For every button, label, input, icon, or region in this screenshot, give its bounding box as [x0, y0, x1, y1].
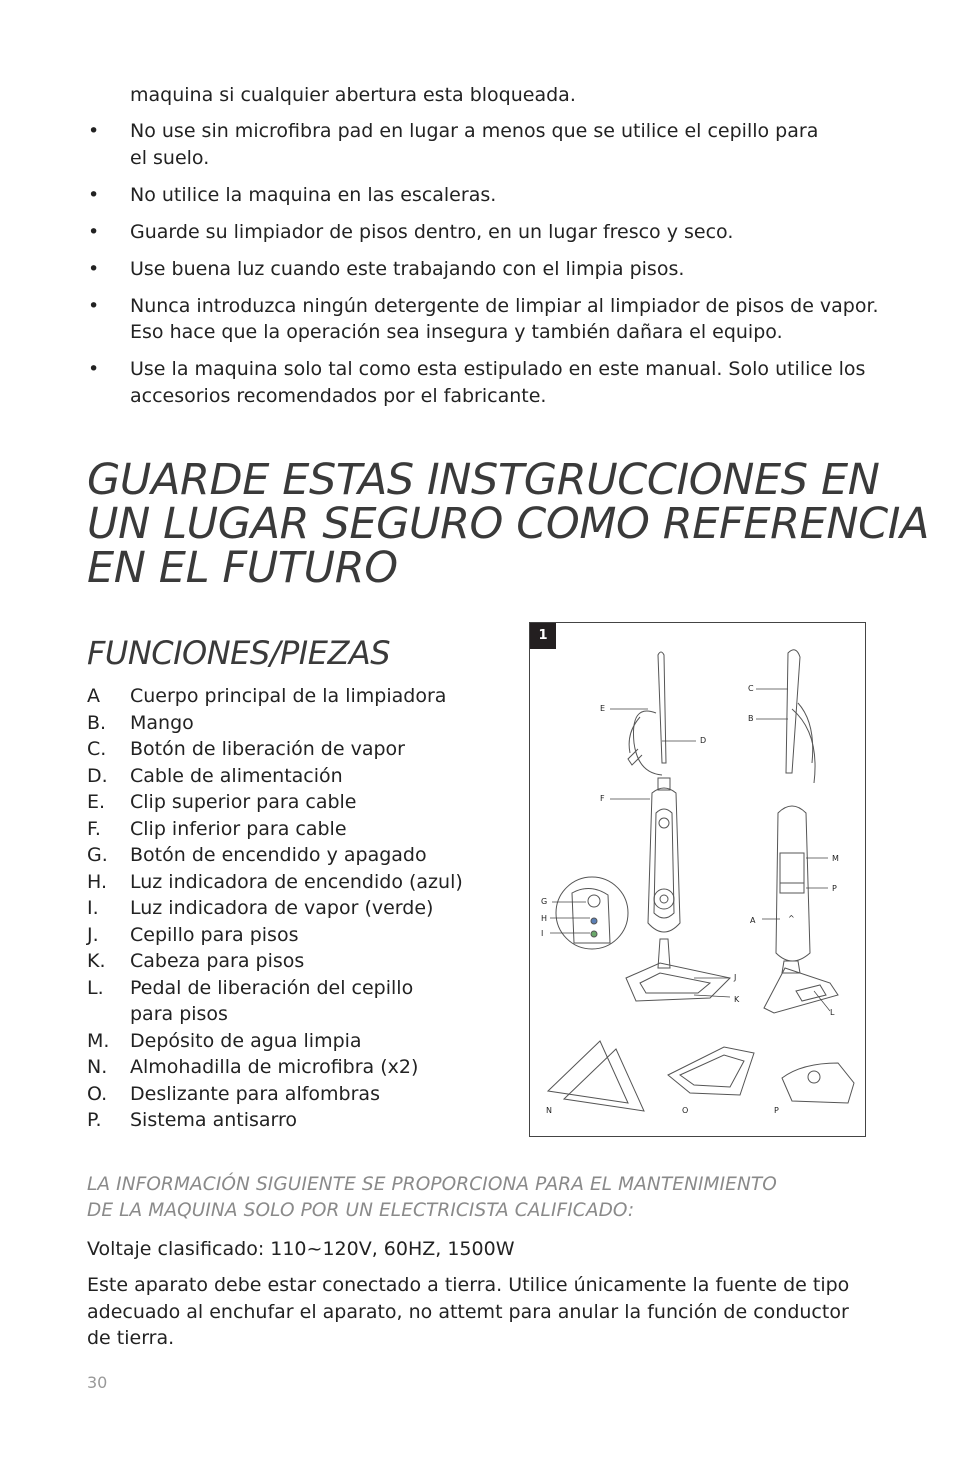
- part-label: Cepillo para pisos: [130, 923, 299, 946]
- part-code: H.: [87, 870, 107, 893]
- heading-line: EN EL FUTURO: [87, 543, 398, 593]
- callout-label-a: A: [750, 916, 756, 925]
- part-code: I.: [87, 897, 99, 919]
- safety-bullet-list: [0, 118, 954, 409]
- part-code: O.: [87, 1082, 108, 1105]
- callout-label-b: B: [748, 714, 754, 723]
- part-code: A: [87, 685, 100, 707]
- part-code: M.: [87, 1029, 110, 1052]
- part-item: [87, 816, 510, 843]
- part-code: E.: [87, 791, 106, 813]
- mop-left-icon: [626, 652, 730, 1001]
- part-code: J.: [87, 923, 99, 946]
- safety-bullet: [0, 219, 880, 246]
- part-item: [87, 736, 510, 763]
- part-label: Almohadilla de microfibra (x2): [130, 1056, 419, 1078]
- callout-label-p: P: [774, 1106, 779, 1115]
- part-code: P.: [87, 1109, 102, 1131]
- part-code: F.: [87, 817, 101, 840]
- leader-lines: [550, 689, 830, 1011]
- bullet-dot: •: [88, 257, 100, 280]
- callout-label-h: H: [541, 914, 548, 923]
- parts-heading: FUNCIONES/PIEZAS: [87, 634, 391, 672]
- parts-diagram: [529, 622, 866, 1137]
- part-label: Cuerpo principal de la limpiadora: [130, 685, 447, 707]
- part-item: [87, 1081, 510, 1108]
- steam-mop-illustration: [530, 623, 864, 1135]
- parts-list: [87, 683, 510, 1134]
- note-line: LA INFORMACIÓN SIGUIENTE SE PROPORCIONA PARA EL MANTENIMIENTO: [87, 1174, 777, 1195]
- continuation-text: maquina si cualquier abertura esta bloqueada.: [130, 84, 576, 106]
- safety-bullet: [0, 293, 880, 346]
- part-label: Botón de encendido y apagado: [130, 844, 427, 866]
- callout-label-f: F: [600, 794, 605, 803]
- part-item: [87, 710, 510, 737]
- safety-bullet: [0, 182, 880, 209]
- part-label: Clip superior para cable: [130, 791, 357, 813]
- callout-label-l: L: [830, 1008, 835, 1017]
- bullet-line: Use buena luz cuando este trabajando con el limpia pisos.: [130, 257, 685, 280]
- mop-right-icon: [764, 650, 838, 1013]
- bullet-line: Nunca introduzca ningún detergente de limpiar al limpiador de pisos de vapor.: [130, 294, 879, 317]
- bullet-line: No use sin microfibra pad en lugar a menos que se utilice el cepillo para: [130, 120, 819, 142]
- part-item: [87, 789, 510, 816]
- part-label: Cable de alimentación: [130, 764, 343, 787]
- callout-label-g: G: [541, 897, 548, 906]
- note-line: DE LA MAQUINA SOLO POR UN ELECTRICISTA CALIFICADO:: [87, 1200, 635, 1221]
- bullet-line: Guarde su limpiador de pisos dentro, en un lugar fresco y seco.: [130, 220, 734, 243]
- part-item: [87, 683, 510, 710]
- heading-line: GUARDE ESTAS INSTGRUCCIONES EN: [87, 455, 880, 505]
- grounding-paragraph: [87, 1272, 877, 1352]
- part-code: D.: [87, 764, 108, 787]
- part-code: C.: [87, 738, 107, 760]
- callout-label-m: M: [832, 854, 839, 863]
- maintenance-note: [87, 1172, 777, 1224]
- safety-bullet: [0, 356, 880, 409]
- voltage-rating: Voltaje clasificado: 110~120V, 60HZ, 1500W: [87, 1238, 515, 1260]
- callout-label-o: O: [682, 1106, 689, 1115]
- safety-bullet: [0, 118, 880, 171]
- part-code: N.: [87, 1056, 108, 1078]
- figure-number-badge: 1: [530, 623, 556, 649]
- part-label: Cabeza para pisos: [130, 950, 305, 972]
- page-number: 30: [87, 1373, 108, 1392]
- part-item: [87, 895, 510, 922]
- part-label: Sistema antisarro: [130, 1109, 298, 1131]
- control-panel-zoom-icon: [556, 877, 628, 949]
- paragraph-line: adecuado al enchufar el aparato, no attemt para anular la función de conductor: [87, 1300, 849, 1323]
- bullet-dot: •: [88, 294, 100, 317]
- bullet-dot: •: [88, 120, 100, 142]
- part-code: K.: [87, 950, 106, 972]
- steam-symbol: ^: [788, 914, 795, 923]
- callout-label-d: D: [700, 736, 707, 745]
- bullet-dot: •: [88, 358, 100, 380]
- callout-label-j: J: [734, 973, 737, 982]
- part-code: B.: [87, 711, 107, 734]
- heading-line: UN LUGAR SEGURO COMO REFERENCIA: [87, 499, 930, 549]
- callout-label-k: K: [734, 995, 740, 1004]
- part-item: [87, 842, 510, 869]
- bullet-line: No utilice la maquina en las escaleras.: [130, 183, 497, 206]
- part-code: L.: [87, 976, 104, 999]
- part-label: Clip inferior para cable: [130, 817, 347, 840]
- part-label: Luz indicadora de encendido (azul): [130, 870, 463, 893]
- bullet-line: Eso hace que la operación sea insegura y también dañara el equipo.: [130, 321, 783, 343]
- part-label: Deslizante para alfombras: [130, 1082, 380, 1105]
- part-item: [87, 922, 510, 949]
- callout-label-c: C: [748, 684, 754, 693]
- safety-bullet: [0, 256, 880, 283]
- part-label: Pedal de liberación del cepillo: [130, 976, 414, 999]
- callout-label-p: P: [832, 884, 837, 893]
- part-item: [87, 1028, 510, 1055]
- part-item: [87, 948, 510, 975]
- paragraph-line: de tierra.: [87, 1327, 175, 1349]
- paragraph-line: Este aparato debe estar conectado a tierra. Utilice únicamente la fuente de tipo: [87, 1274, 850, 1296]
- callout-label-n: N: [546, 1106, 552, 1115]
- part-item: [87, 763, 510, 790]
- part-code: G.: [87, 844, 108, 866]
- part-label: Mango: [130, 711, 194, 734]
- bullet-line: Use la maquina solo tal como esta estipulado en este manual. Solo utilice los: [130, 358, 866, 380]
- part-label: Depósito de agua limpia: [130, 1029, 362, 1052]
- bullet-dot: •: [88, 220, 100, 243]
- callout-label-e: E: [600, 704, 606, 713]
- bullet-line: el suelo.: [130, 146, 210, 169]
- part-item: [87, 869, 510, 896]
- bullet-line: accesorios recomendados por el fabricante.: [130, 384, 547, 407]
- bullet-dot: •: [88, 183, 100, 206]
- part-label: Botón de liberación de vapor: [130, 738, 405, 760]
- main-heading: [87, 455, 930, 593]
- callout-label-i: I: [541, 929, 544, 938]
- accessories-icon: [548, 1041, 854, 1111]
- part-label: para pisos: [130, 1003, 228, 1025]
- part-item: [87, 1107, 510, 1134]
- part-item: [87, 1054, 510, 1081]
- part-label: Luz indicadora de vapor (verde): [130, 897, 434, 919]
- part-item: [87, 975, 510, 1028]
